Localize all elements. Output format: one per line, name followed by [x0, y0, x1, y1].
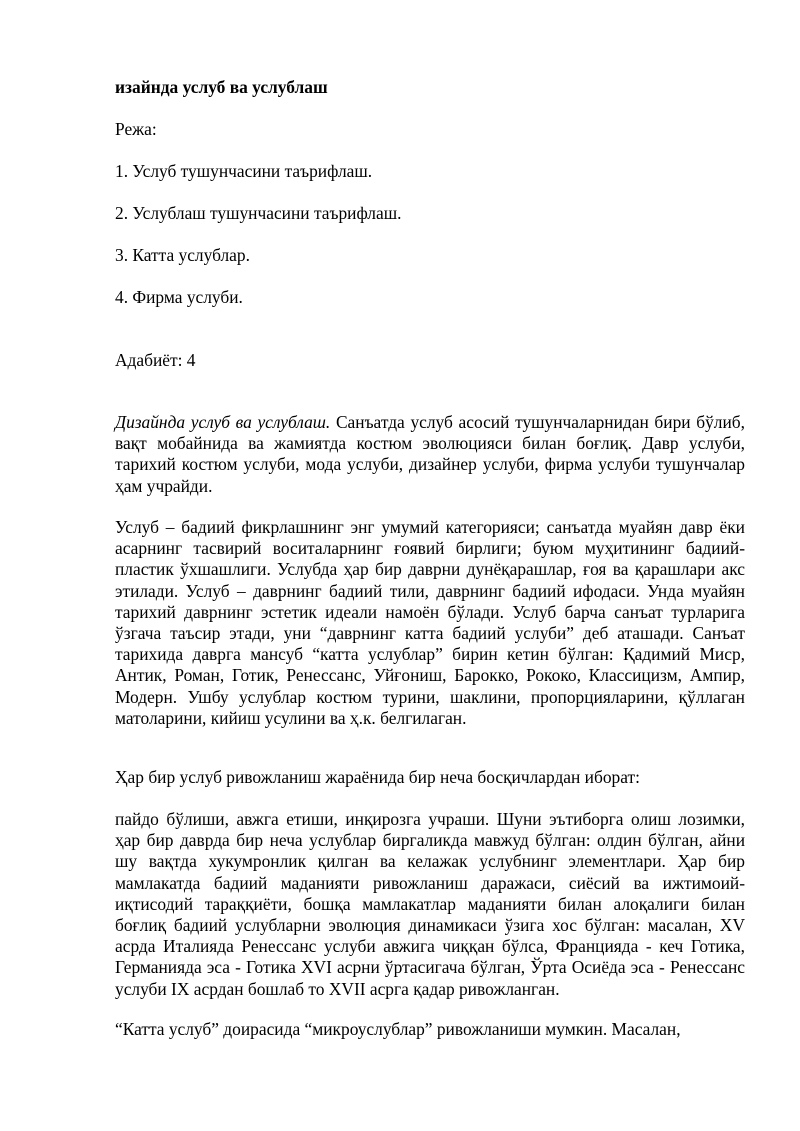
paragraph-stages-intro: Ҳар бир услуб ривожланиш жараёнида бир неча босқичлардан иборат:	[115, 767, 640, 787]
paragraph-stages: пайдо бўлиши, авжга етиши, инқирозга учраши. Шуни эътиборга олиш лозимки, ҳар бир даврда бир неча услублар биргаликда мавжуд бўлган: олдин бўлган, айни шу вақтда хукумронлик қилган ва келажак услубнинг элементлари. Ҳар бир мамлакатда бадиий маданияти ривожланиш даражаси, сиёсий ва ижтимоий-иқтисодий тараққиёти, бошқа мамлакатлар маданияти билан алоқалиги билан боғлиқ бадиий услубларни эволюция динамикаси ўзига хос бўлган: масалан, XV асрда Италияда Ренессанс услуби авжига чиққан бўлса, Францияда - кеч Готика, Германияда эса - Готика XVI асрни ўртасигача бўлган, Ўрта Осиёда эса - Ренессанс услуби IX асрдан бошлаб то XVII асрга қадар ривожланган.	[115, 809, 745, 999]
plan-item-4: 4. Фирма услуби.	[115, 287, 243, 307]
plan-label: Режа:	[115, 119, 157, 139]
paragraph-intro-lead: Дизайнда услуб ва услублаш.	[115, 412, 331, 432]
paragraph-style-definition: Услуб – бадиий фикрлашнинг энг умумий категорияси; санъатда муайян давр ёки асарнинг тасвирий воситаларнинг ғоявий бирлиги; буюм муҳитининг бадиий-пластик ўхшашлиги. Услубда ҳар бир даврни дунёқарашлар, ғоя ва қарашлари акс этилади. Услуб – даврнинг бадиий тили, даврнинг бадиий ифодаси. Унда муайян тарихий даврнинг эстетик идеали намоён бўлади. Услуб барча санъат турларига ўзгача таъсир этади, уни “даврнинг катта бадиий услуби” деб аташади. Санъат тарихида даврга мансуб “катта услублар” бирин кетин бўлган: Қадимий Миср, Антик, Роман, Готик, Ренессанс, Уйғониш, Барокко, Рококо, Классицизм, Ампир, Модерн. Ушбу услублар костюм турини, шаклини, пропорцияларини, қўллаган матоларини, кийиш усулини ва ҳ.к. белгилаган.	[115, 517, 745, 728]
plan-item-1: 1. Услуб тушунчасини таърифлаш.	[115, 161, 373, 181]
paragraph-intro-text: Санъатда услуб асосий тушунчаларнидан бири бўлиб, вақт мобайнида ва жамиятда костюм эволюцияси билан боғлиқ. Давр услуби, тарихий костюм услуби, мода услуби, дизайнер услуби, фирма услуби тушунчалар ҳам учрайди.	[115, 412, 745, 496]
literature-count: Адабиёт: 4	[115, 350, 196, 370]
paragraph-intro	[115, 412, 745, 497]
document-title: изайнда услуб ва услублаш	[115, 77, 328, 97]
plan-item-3: 3. Катта услублар.	[115, 245, 250, 265]
plan-item-2: 2. Услублаш тушунчасини таърифлаш.	[115, 203, 402, 223]
paragraph-micro-styles: “Катта услуб” доирасида “микроуслублар” ривожланиши мумкин. Масалан,	[115, 1019, 681, 1039]
